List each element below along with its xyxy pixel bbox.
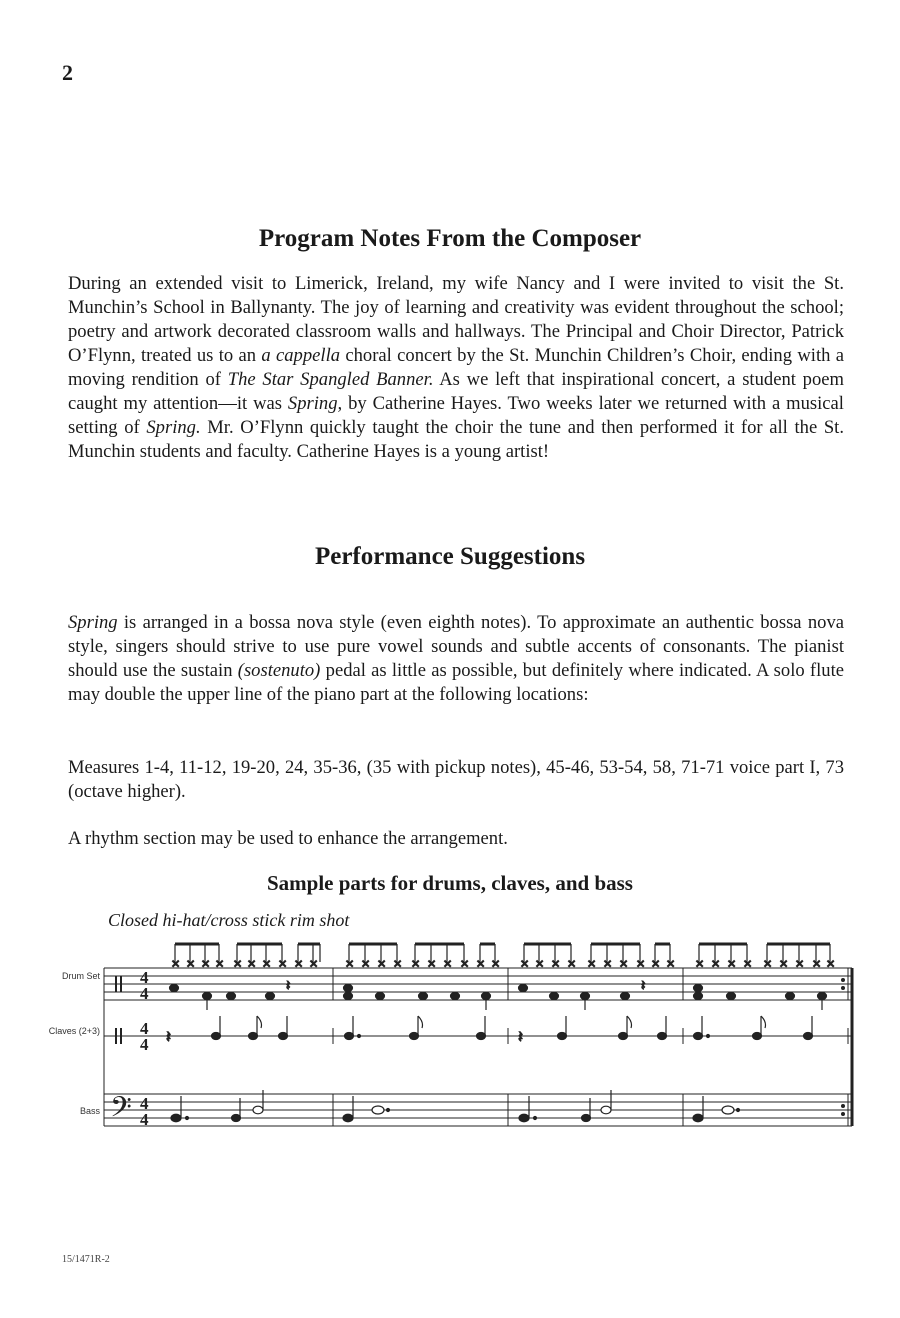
claves-notes bbox=[166, 1016, 813, 1046]
repeat-dots bbox=[841, 978, 845, 1116]
italic-run: Spring, bbox=[287, 393, 343, 414]
text-run: During an extended visit to Limerick, Ireland, my wife Nancy and I were invited to visit the St. Munchin’s School in Ballynanty. The joy of learning and creativity was evident throughout the school; poetry and artwork decorated classroom walls and hallways. The Principal and Choir Director, Patrick O’Flynn, treated us to an bbox=[68, 273, 844, 366]
svg-text:4: 4 bbox=[140, 1110, 149, 1129]
svg-text:×: × bbox=[535, 957, 545, 970]
svg-text:𝄽: 𝄽 bbox=[286, 978, 291, 994]
svg-text:×: × bbox=[491, 957, 501, 970]
svg-text:×: × bbox=[619, 957, 629, 970]
svg-text:×: × bbox=[636, 957, 646, 970]
text-run: pedal as little as possible, but definitely where indicated. A solo flute may double the upper line of the piano part at the following locations: bbox=[68, 660, 844, 705]
svg-text:×: × bbox=[795, 957, 805, 970]
svg-text:×: × bbox=[603, 957, 613, 970]
svg-text:×: × bbox=[666, 957, 676, 970]
svg-text:4: 4 bbox=[140, 1035, 149, 1054]
svg-text:×: × bbox=[201, 957, 211, 970]
svg-text:×: × bbox=[186, 957, 196, 970]
svg-text:×: × bbox=[247, 957, 257, 970]
italic-run: Spring. bbox=[146, 417, 201, 438]
text-run: As we left that inspirational concert, a student poem caught my attention—it was bbox=[68, 369, 844, 414]
svg-text:×: × bbox=[309, 957, 319, 970]
svg-text:×: × bbox=[460, 957, 470, 970]
text-run: Mr. O’Flynn quickly taught the choir the tune and then performed it for all the St. Munchin students and faculty. Catherine Hayes is a young artist! bbox=[68, 417, 844, 462]
svg-text:×: × bbox=[812, 957, 822, 970]
svg-text:×: × bbox=[278, 957, 288, 970]
svg-text:×: × bbox=[393, 957, 403, 970]
rhythm-section-paragraph: A rhythm section may be used to enhance the arrangement. bbox=[68, 828, 508, 849]
svg-text:×: × bbox=[743, 957, 753, 970]
text-run: by Catherine Hayes. Two weeks later we returned with a musical setting of bbox=[68, 393, 844, 438]
svg-text:×: × bbox=[567, 957, 577, 970]
performance-suggestions-heading: Performance Suggestions bbox=[314, 543, 586, 570]
bass-clef-icon bbox=[110, 1091, 132, 1131]
instruction-text: Closed hi-hat/cross stick rim shot bbox=[108, 910, 350, 930]
drum-staff bbox=[104, 968, 852, 1000]
svg-text:×: × bbox=[763, 957, 773, 970]
svg-text:×: × bbox=[711, 957, 721, 970]
time-signatures bbox=[140, 968, 149, 1129]
svg-text:×: × bbox=[294, 957, 304, 970]
svg-text:×: × bbox=[361, 957, 371, 970]
text-run: choral concert by the St. Munchin Children’s Choir, ending with a moving rendition of bbox=[68, 345, 844, 390]
svg-text:𝄽: 𝄽 bbox=[166, 1027, 171, 1046]
svg-text:×: × bbox=[233, 957, 243, 970]
italic-run: Spring bbox=[68, 612, 118, 633]
svg-text:×: × bbox=[262, 957, 272, 970]
svg-text:×: × bbox=[443, 957, 453, 970]
footer-code: 15/1471R-2 bbox=[62, 1254, 110, 1265]
svg-text:×: × bbox=[427, 957, 437, 970]
svg-text:×: × bbox=[551, 957, 561, 970]
svg-text:𝄽: 𝄽 bbox=[641, 978, 646, 994]
svg-text:×: × bbox=[476, 957, 486, 970]
svg-text:×: × bbox=[651, 957, 661, 970]
text-run: is arranged in a bossa nova style (even eighth notes). To approximate an authentic bossa nova style, singers should strive to use pure vowel sounds and subtle accents of consonants. The pianist should use the sustain bbox=[68, 612, 844, 681]
svg-text:𝄢: 𝄢 bbox=[110, 1091, 132, 1131]
music-score bbox=[0, 930, 900, 1140]
svg-text:4: 4 bbox=[140, 1094, 149, 1113]
italic-run: (sostenuto) bbox=[237, 660, 321, 681]
percussion-clef-icon bbox=[116, 976, 121, 1044]
svg-text:×: × bbox=[215, 957, 225, 970]
staff-label-bass: Bass bbox=[79, 1106, 100, 1116]
bass-notes bbox=[171, 1090, 740, 1122]
svg-text:×: × bbox=[411, 957, 421, 970]
performance-paragraph bbox=[68, 611, 844, 707]
page-number: 2 bbox=[62, 60, 73, 85]
measures-paragraph: Measures 1-4, 11-12, 19-20, 24, 35-36, (35 with pickup notes), 45-46, 53-54, 58, 71-71 voice part I, 73 (octave higher). bbox=[68, 757, 844, 802]
italic-run: a cappella bbox=[261, 345, 341, 366]
svg-text:×: × bbox=[345, 957, 355, 970]
svg-text:×: × bbox=[587, 957, 597, 970]
staff-label-claves: Claves (2+3) bbox=[48, 1026, 100, 1036]
svg-text:𝄽: 𝄽 bbox=[518, 1027, 523, 1046]
svg-text:×: × bbox=[826, 957, 836, 970]
sample-parts-heading: Sample parts for drums, claves, and bass bbox=[267, 871, 633, 895]
svg-text:×: × bbox=[727, 957, 737, 970]
svg-text:4: 4 bbox=[140, 968, 149, 987]
program-notes-paragraph bbox=[68, 272, 844, 464]
svg-text:×: × bbox=[520, 957, 530, 970]
program-notes-heading: Program Notes From the Composer bbox=[258, 225, 642, 252]
svg-text:×: × bbox=[171, 957, 181, 970]
svg-text:×: × bbox=[377, 957, 387, 970]
svg-text:4: 4 bbox=[140, 1019, 149, 1038]
staff-label-drum: Drum Set bbox=[61, 971, 100, 981]
italic-run: The Star Spangled Banner. bbox=[227, 369, 434, 390]
svg-text:×: × bbox=[695, 957, 705, 970]
svg-text:4: 4 bbox=[140, 984, 149, 1003]
svg-text:×: × bbox=[779, 957, 789, 970]
